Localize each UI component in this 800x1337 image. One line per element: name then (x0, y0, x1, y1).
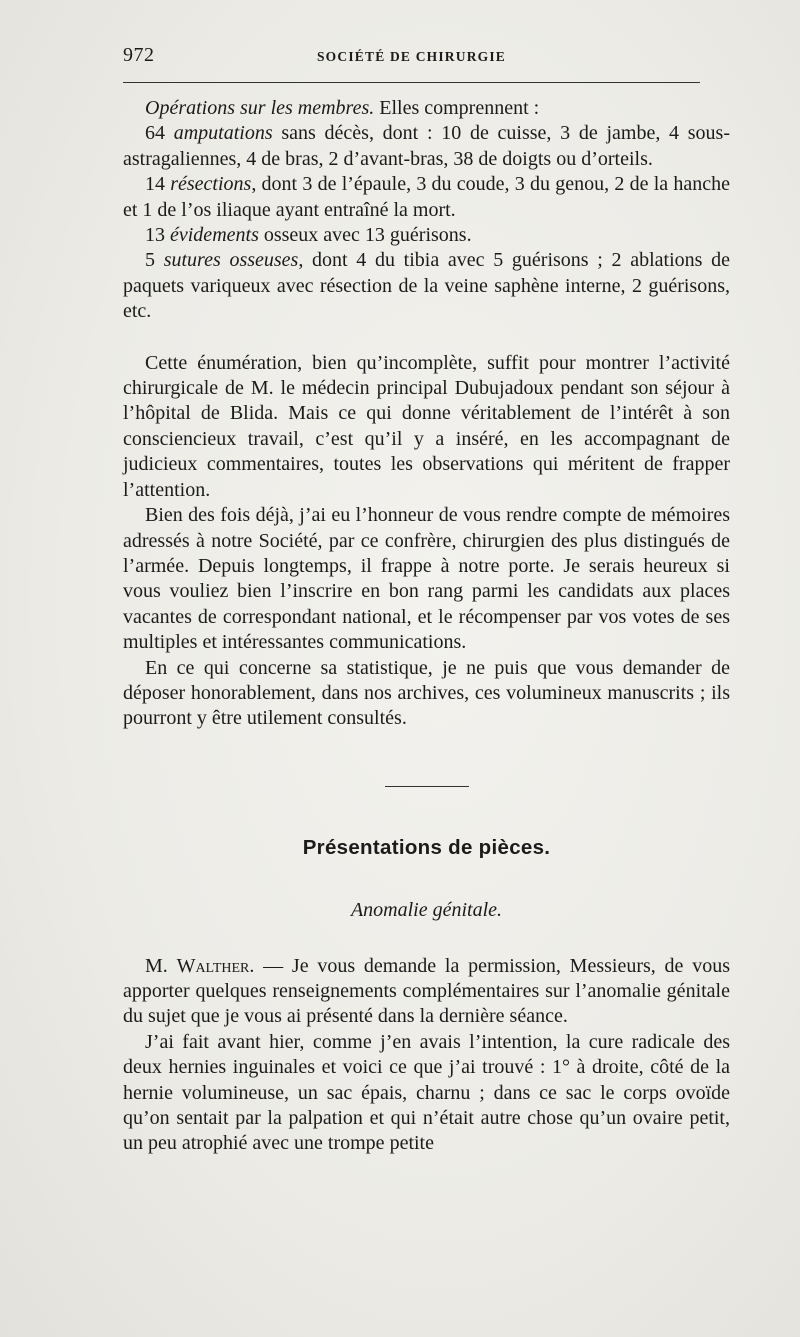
paragraph-lead-italic: Opérations sur les membres. (145, 97, 375, 119)
term-italic: sutures osseuses (163, 249, 299, 272)
paragraph-text: . — Je vous demande la permission, Messieurs, de vous apporter quelques renseignements complémentaires sur l’anomalie génitale du sujet que je vous ai présenté dans la dernière séance. (123, 954, 730, 1028)
paragraph-amputations (123, 121, 730, 172)
paragraph-walther-intro (123, 954, 730, 1030)
paragraph-operations-membres (123, 96, 730, 121)
header-rule (123, 82, 700, 83)
count: 5 (145, 249, 164, 272)
paragraph-text: sans décès, dont : 10 de cuisse, 3 de jambe, 4 sous-astragaliennes, 4 de bras, 2 d’avant-bras, 38 de doigts ou d’orteils. (123, 122, 731, 170)
term-italic: amputations (173, 122, 273, 145)
count: 64 (145, 122, 174, 145)
count: 14 (145, 173, 171, 196)
paragraph-honneur: Bien des fois déjà, j’ai eu l’honneur de vous rendre compte de mémoires adressés à notre Société, par ce confrère, chirurgien des plus distingués de l’armée. Depuis longtemps, il frappe à notre porte. Je serais heureux si vous vouliez bien l’inscrire en bon rang parmi les candidats aux places vacantes de correspondant national, et le récompenser par vos votes de ses multiples et intéressantes communications. (123, 504, 730, 654)
paragraph-resections (123, 172, 730, 223)
paragraph-walther-cure: J’ai fait avant hier, comme j’en avais l’intention, la cure radicale des deux hernies inguinales et voici ce que j’ai trouvé : 1° à droite, côté de la hernie volumineuse, un sac épais, charnu ; dans ce sac le corps ovoïde qu’on sentait par la palpation et qui n’était autre chose qu’un ovaire petit, un peu atrophié avec une trompe petite (123, 1030, 730, 1155)
page-number: 972 (123, 44, 155, 66)
section-subtitle: Anomalie génitale. (350, 899, 503, 922)
paragraph-enumeration: Cette énumération, bien qu’incomplète, suffit pour montrer l’activité chirurgicale de M. le médecin principal Dubujadoux pendant son séjour à l’hôpital de Blida. Mais ce qui donne véritablement de l’intérêt à son consciencieux travail, c’est qu’il y a inséré, en les accompagnant de judicieux commentaires, toutes les observations qui méritent de frapper l’attention. (123, 351, 730, 501)
paragraph-gap (123, 325, 730, 351)
speaker-name: Walther (176, 954, 250, 977)
page-header (123, 44, 700, 74)
speaker-prefix: M. (145, 954, 177, 977)
count: 13 (145, 224, 170, 247)
paragraph-text: , dont 3 de l’épaule, 3 du coude, 3 du genou, 2 de la hanche et 1 de l’os iliaque ayant entraîné la mort. (123, 173, 730, 221)
section-separator-rule (385, 786, 469, 787)
term-italic: évidements (170, 224, 259, 247)
paragraph-evidements (123, 223, 730, 248)
term-italic: résections (170, 173, 252, 196)
paragraph-text: Elles comprennent : (374, 97, 540, 119)
paragraph-text: osseux avec 13 guérisons. (258, 224, 472, 247)
body-text (123, 96, 730, 1157)
paragraph-text: , dont 4 du tibia avec 5 guérisons ; 2 ablations de paquets variqueux avec résection de la veine saphène interne, 2 guérisons, etc. (123, 249, 730, 323)
paragraph-statistique: En ce qui concerne sa statistique, je ne puis que vous demander de déposer honorablement, dans nos archives, ces volumineux manuscrits ; ils pourront y être utilement consultés. (123, 656, 730, 730)
paragraph-sutures (123, 248, 730, 324)
section-title: Présentations de pièces. (302, 835, 551, 859)
running-head: SOCIÉTÉ DE CHIRURGIE (316, 49, 507, 64)
